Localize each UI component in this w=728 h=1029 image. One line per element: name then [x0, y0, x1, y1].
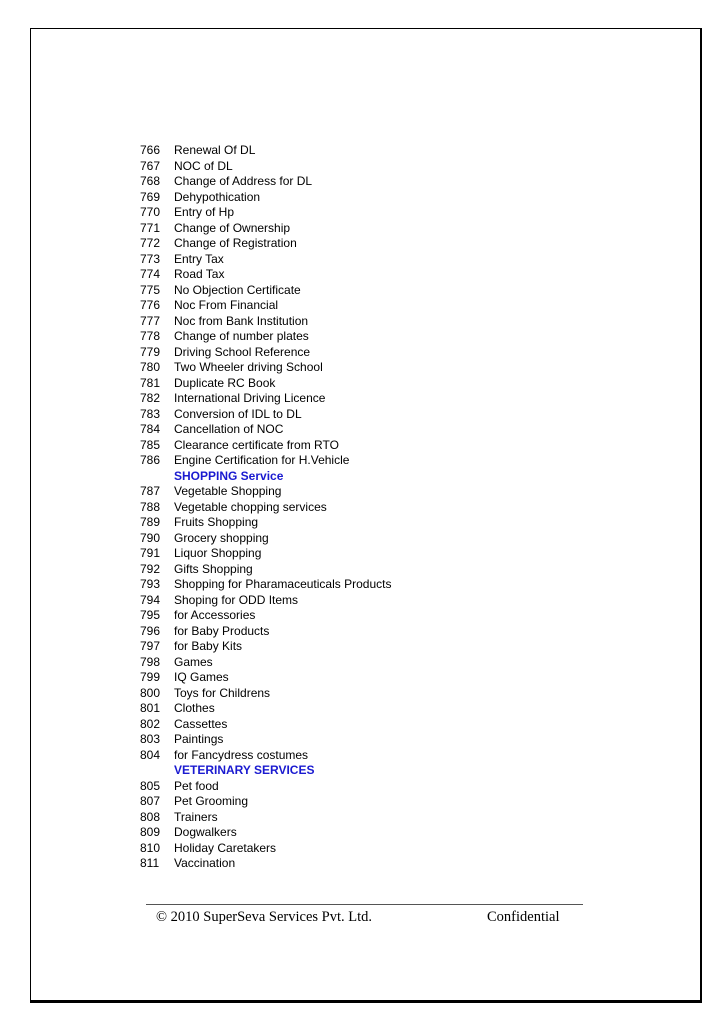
item-label: Dehypothication	[174, 189, 261, 204]
item-label: Conversion of IDL to DL	[174, 406, 302, 421]
list-item	[140, 143, 391, 159]
item-label: Change of Registration	[174, 236, 297, 250]
list-item	[140, 391, 391, 407]
item-number	[140, 763, 174, 779]
item-label: Shoping for ODD Items	[174, 592, 299, 607]
item-label: Two Wheeler driving School	[174, 360, 323, 374]
item-label: Cancellation of NOC	[174, 422, 284, 436]
list-item	[140, 205, 391, 221]
list-item	[140, 438, 391, 454]
item-number: 773	[140, 251, 161, 266]
list-item	[140, 221, 391, 237]
item-number: 803	[140, 732, 161, 746]
item-number: 809	[140, 825, 161, 839]
item-number: 782	[140, 391, 161, 405]
item-number: 797	[140, 639, 161, 653]
item-label: Duplicate RC Book	[174, 375, 276, 390]
item-number: 789	[140, 515, 161, 529]
item-label: Noc From Financial	[174, 298, 279, 312]
item-number: 794	[140, 592, 161, 607]
list-item	[140, 639, 391, 655]
service-list	[140, 143, 391, 872]
section-heading	[140, 469, 391, 485]
list-item	[140, 252, 391, 268]
item-label: Grocery shopping	[174, 530, 269, 545]
item-label: for Fancydress costumes	[174, 747, 309, 762]
list-item	[140, 360, 391, 376]
item-label: for Baby Products	[174, 623, 270, 638]
list-item	[140, 298, 391, 314]
list-item	[140, 732, 391, 748]
item-number: 781	[140, 375, 161, 390]
item-number	[140, 469, 174, 485]
item-label: Change of Address for DL	[174, 174, 313, 188]
list-item	[140, 500, 391, 516]
item-label: for Baby Kits	[174, 639, 243, 653]
item-label: Vegetable Shopping	[174, 484, 282, 498]
item-number: 793	[140, 577, 161, 591]
item-label: Road Tax	[174, 267, 225, 281]
item-label: No Objection Certificate	[174, 282, 301, 297]
item-label: Change of Ownership	[174, 220, 291, 235]
list-item	[140, 717, 391, 733]
item-label: IQ Games	[174, 670, 229, 684]
list-item	[140, 267, 391, 283]
item-label: Liquor Shopping	[174, 546, 262, 560]
item-number: 792	[140, 561, 161, 576]
list-item	[140, 345, 391, 361]
list-item	[140, 825, 391, 841]
item-number: 795	[140, 608, 161, 622]
list-item	[140, 810, 391, 826]
item-number: 783	[140, 406, 161, 421]
item-number: 800	[140, 685, 161, 700]
item-number: 780	[140, 360, 161, 374]
item-number: 798	[140, 654, 161, 669]
list-item	[140, 314, 391, 330]
item-number: 805	[140, 778, 161, 793]
list-item	[140, 655, 391, 671]
list-item	[140, 546, 391, 562]
item-number: 807	[140, 794, 161, 808]
item-number: 768	[140, 174, 161, 188]
item-label: for Accessories	[174, 608, 256, 622]
list-item	[140, 701, 391, 717]
list-item	[140, 190, 391, 206]
item-label: Engine Certification for H.Vehicle	[174, 453, 350, 467]
item-number: 771	[140, 220, 161, 235]
list-item	[140, 779, 391, 795]
section-heading-label: VETERINARY SERVICES	[174, 763, 315, 777]
list-item	[140, 670, 391, 686]
list-item	[140, 376, 391, 392]
item-number: 784	[140, 422, 161, 436]
item-number: 785	[140, 437, 161, 452]
item-label: Pet food	[174, 778, 219, 793]
list-item	[140, 329, 391, 345]
list-item	[140, 593, 391, 609]
item-label: Pet Grooming	[174, 794, 249, 808]
item-label: Trainers	[174, 809, 218, 824]
list-item	[140, 159, 391, 175]
list-item	[140, 748, 391, 764]
item-number: 772	[140, 236, 161, 250]
list-item	[140, 531, 391, 547]
item-label: Fruits Shopping	[174, 515, 259, 529]
item-number: 787	[140, 484, 161, 498]
item-number: 770	[140, 205, 161, 219]
item-label: Entry of Hp	[174, 205, 235, 219]
item-number: 779	[140, 344, 161, 359]
item-label: Clearance certificate from RTO	[174, 437, 339, 452]
list-item	[140, 453, 391, 469]
item-number: 776	[140, 298, 161, 312]
item-number: 769	[140, 189, 161, 204]
item-label: Dogwalkers	[174, 825, 237, 839]
section-heading	[140, 763, 391, 779]
item-label: Change of number plates	[174, 329, 309, 343]
item-number: 790	[140, 530, 161, 545]
item-number: 774	[140, 267, 161, 281]
list-item	[140, 686, 391, 702]
item-number: 775	[140, 282, 161, 297]
item-label: NOC of DL	[174, 158, 233, 173]
item-label: Cassettes	[174, 716, 228, 731]
item-number: 799	[140, 670, 161, 684]
list-item	[140, 422, 391, 438]
item-label: Holiday Caretakers	[174, 840, 277, 855]
item-number: 791	[140, 546, 161, 560]
footer-copyright: © 2010 SuperSeva Services Pvt. Ltd.	[156, 909, 373, 925]
list-item	[140, 577, 391, 593]
item-label: Paintings	[174, 732, 224, 746]
item-number: 766	[140, 143, 161, 157]
item-label: Games	[174, 654, 213, 669]
item-number: 777	[140, 313, 161, 328]
item-number: 811	[140, 856, 160, 870]
list-item	[140, 283, 391, 299]
item-label: Clothes	[174, 701, 215, 715]
item-number: 778	[140, 329, 161, 343]
list-item	[140, 236, 391, 252]
item-label: International Driving Licence	[174, 391, 326, 405]
item-number: 802	[140, 716, 161, 731]
item-label: Vegetable chopping services	[174, 499, 327, 514]
list-item	[140, 407, 391, 423]
list-item	[140, 174, 391, 190]
item-label: Gifts Shopping	[174, 561, 253, 576]
item-number: 801	[140, 701, 161, 715]
item-label: Driving School Reference	[174, 344, 311, 359]
item-number: 808	[140, 809, 161, 824]
footer-rule	[146, 904, 583, 905]
item-number: 788	[140, 499, 161, 514]
list-item	[140, 484, 391, 500]
list-item	[140, 856, 391, 872]
item-number: 804	[140, 747, 161, 762]
item-number: 786	[140, 453, 161, 467]
list-item	[140, 562, 391, 578]
item-label: Renewal Of DL	[174, 143, 256, 157]
item-label: Vaccination	[174, 856, 236, 870]
item-label: Toys for Childrens	[174, 685, 271, 700]
section-heading-label: SHOPPING Service	[174, 468, 284, 483]
footer-confidential: Confidential	[487, 909, 560, 925]
list-item	[140, 624, 391, 640]
list-item	[140, 841, 391, 857]
item-number: 810	[140, 840, 161, 855]
list-item	[140, 794, 391, 810]
item-number: 767	[140, 158, 161, 173]
list-item	[140, 515, 391, 531]
item-label: Noc from Bank Institution	[174, 313, 309, 328]
list-item	[140, 608, 391, 624]
item-number: 796	[140, 623, 161, 638]
item-label: Shopping for Pharamaceuticals Products	[174, 577, 392, 591]
item-label: Entry Tax	[174, 251, 224, 266]
